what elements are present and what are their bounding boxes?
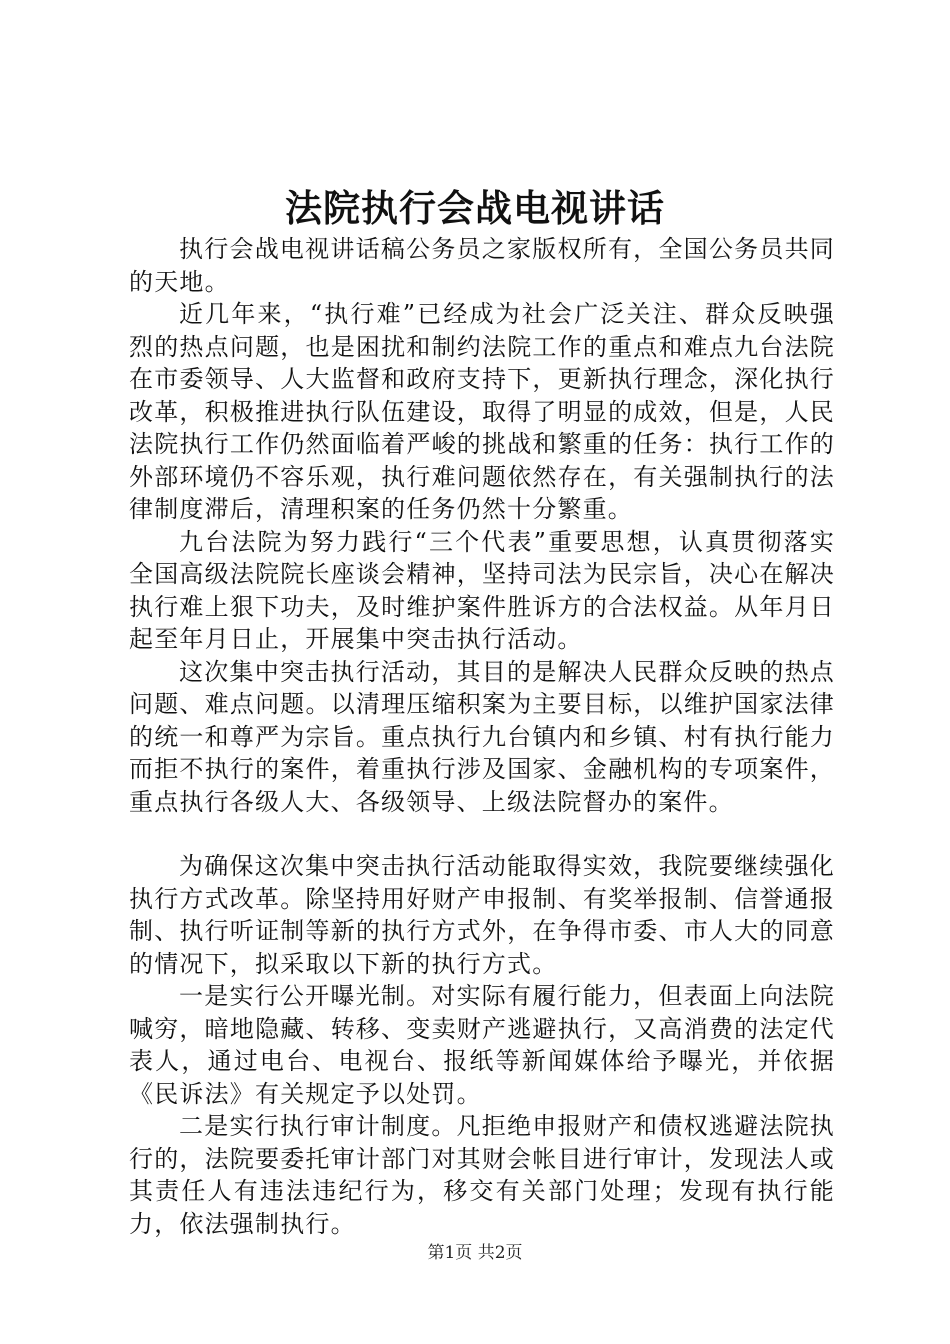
paragraph-measure-one: 一是实行公开曝光制。对实际有履行能力，但表面上向法院喊穷，暗地隐藏、转移、变卖财产逃避执行，又高消费的法定代表人，通过电台、电视台、报纸等新闻媒体给予曝光，并依据《民诉法》有关规定予以处罚。 xyxy=(129,982,835,1108)
paragraph-background: 近几年来，“执行难”已经成为社会广泛关注、群众反映强烈的热点问题，也是困扰和制约法院工作的重点和难点九台法院在市委领导、人大监督和政府支持下，更新执行理念，深化执行改革，积极推进执行队伍建设，取得了明显的成效，但是，人民法院执行工作仍然面临着严峻的挑战和繁重的任务：执行工作的外部环境仍不容乐观，执行难问题依然存在，有关强制执行的法律制度滞后，清理积案的任务仍然十分繁重。 xyxy=(129,300,835,523)
document-title: 法院执行会战电视讲话 xyxy=(285,186,665,230)
document-body xyxy=(129,233,835,1240)
paragraph-campaign-goal: 这次集中突击执行活动，其目的是解决人民群众反映的热点问题、难点问题。以清理压缩积案为主要目标，以维护国家法律的统一和尊严为宗旨。重点执行九台镇内和乡镇、村有执行能力而拒不执行的案件，着重执行涉及国家、金融机构的专项案件，重点执行各级人大、各级领导、上级法院督办的案件。 xyxy=(129,657,835,816)
page-number-footer: 第1页 共2页 xyxy=(427,1243,523,1263)
paragraph-campaign-launch: 九台法院为努力践行“三个代表”重要思想，认真贯彻落实全国高级法院院长座谈会精神，坚持司法为民宗旨，决心在解决执行难上狠下功夫，及时维护案件胜诉方的合法权益。从年月日起至年月日止，开展集中突击执行活动。 xyxy=(129,527,835,653)
paragraph-copyright-note: 执行会战电视讲话稿公务员之家版权所有，全国公务员共同的天地。 xyxy=(129,235,835,296)
paragraph-measure-two: 二是实行执行审计制度。凡拒绝申报财产和债权逃避法院执行的，法院要委托审计部门对其财会帐目进行审计，发现法人或其责任人有违法违纪行为，移交有关部门处理；发现有执行能力，依法强制执行。 xyxy=(129,1112,835,1238)
paragraph-reform-intro: 为确保这次集中突击执行活动能取得实效，我院要继续强化执行方式改革。除坚持用好财产申报制、有奖举报制、信誉通报制、执行听证制等新的执行方式外，在争得市委、市人大的同意的情况下，拟采取以下新的执行方式。 xyxy=(129,852,835,978)
